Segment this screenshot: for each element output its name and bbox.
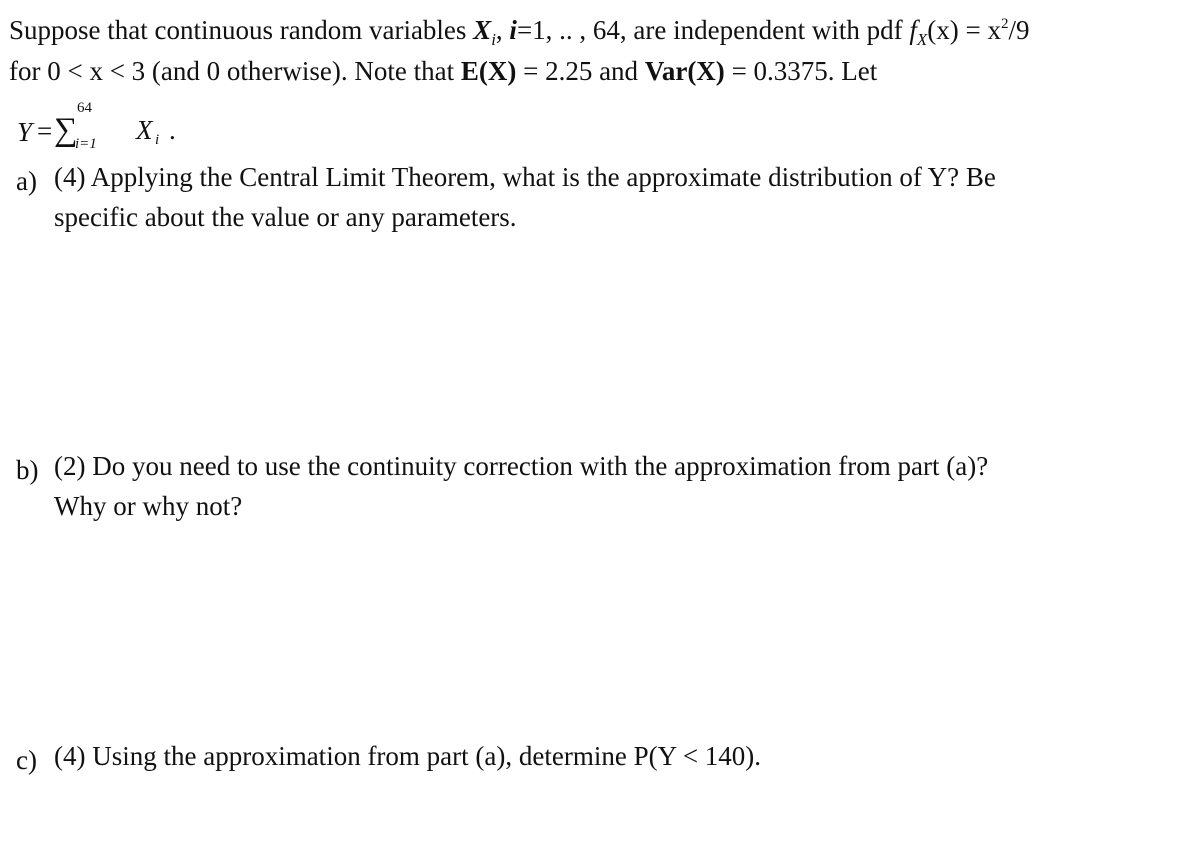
intro-line-1: Suppose that continuous random variables $X_i$, i=1, .. , 64, are independent with pdf $f_X(x) = x^2/9$ <box>9 15 1030 49</box>
sum-formula: Y = ∑ 64 i=1 X i . <box>17 100 176 152</box>
i-var: i <box>509 15 517 45</box>
question-text: (4) Applying the Central Limit Theorem, what is the approximate distribution of Y? Be specific about the value or any parameters. <box>54 162 996 232</box>
question-text: (4) Using the approximation from part (a), determine P(Y < 140). <box>54 741 762 771</box>
expectation: E(X) <box>460 56 517 86</box>
question-label: b) <box>16 455 39 485</box>
question-label: c) <box>16 745 37 775</box>
variance: Var(X) <box>644 56 725 86</box>
question-text: (2) Do you need to use the continuity correction with the approximation from part (a)? Why or why not? <box>54 451 989 521</box>
question-label: a) <box>16 166 37 196</box>
pdf-symbol: f <box>909 15 917 45</box>
xi-var: X <box>473 15 492 45</box>
sigma-symbol: ∑ <box>54 112 78 148</box>
intro-line-2: for 0 < x < 3 (and 0 otherwise). Note that E(X) = 2.25 and Var(X) = 0.3375. Let <box>9 56 878 86</box>
